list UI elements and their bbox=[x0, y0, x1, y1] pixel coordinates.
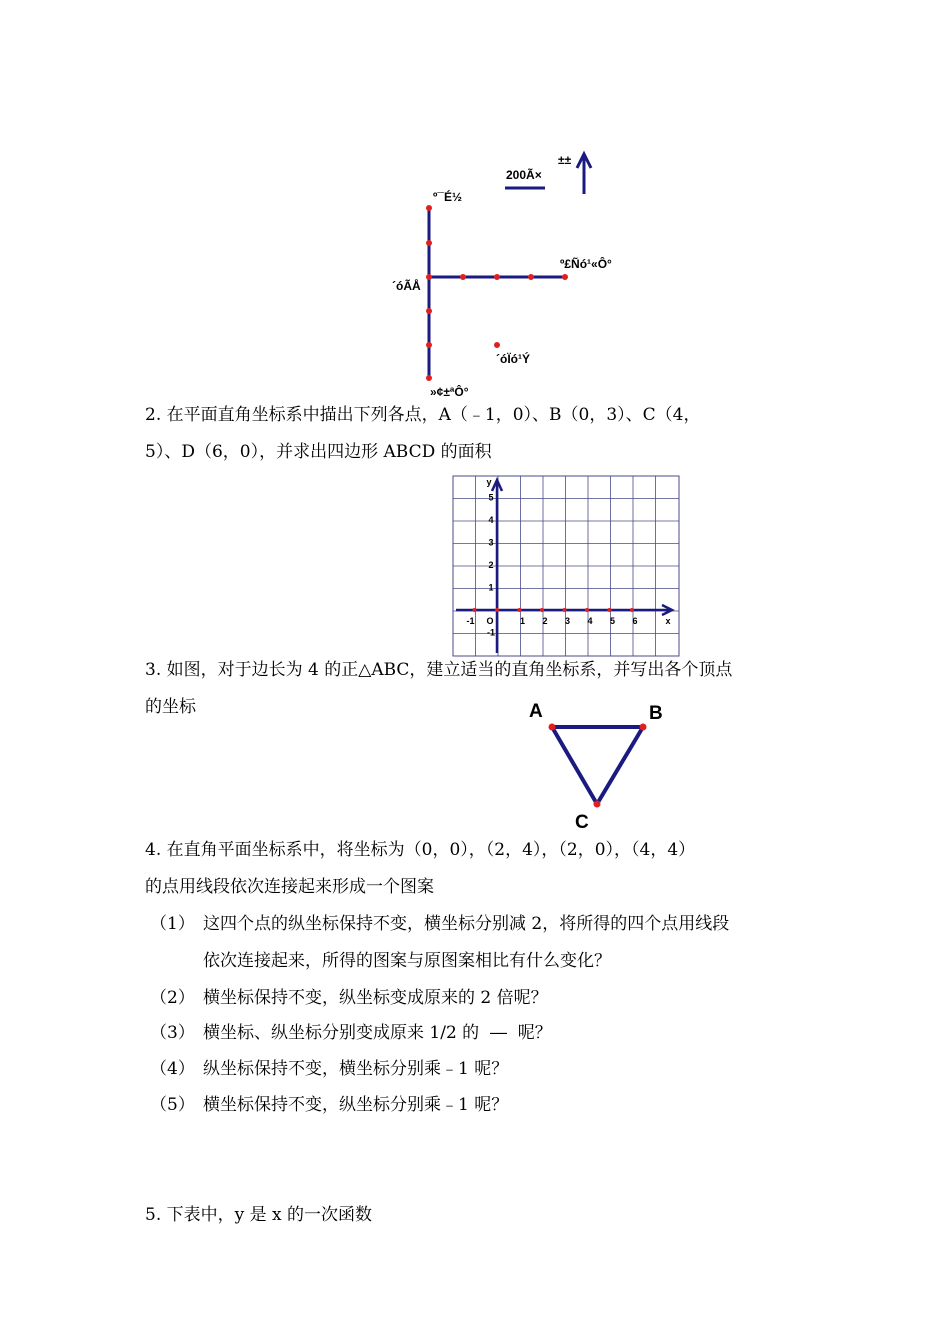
data-point bbox=[630, 608, 634, 612]
q4-item1-cont: 依次连接起来，所得的图案与原图案相比有什么变化？ bbox=[203, 951, 611, 971]
q4-item3-num: （3） bbox=[150, 1023, 195, 1043]
origin-label: O bbox=[486, 616, 494, 626]
scale-label: 200Ã× bbox=[506, 168, 542, 182]
data-point bbox=[518, 608, 522, 612]
y-axis-label: y bbox=[486, 477, 492, 487]
y-tick-label: 5 bbox=[488, 492, 494, 503]
triangle-figure bbox=[520, 695, 680, 835]
bottom-label: »¢±ªÔ° bbox=[430, 385, 469, 399]
vertex-b-label: B bbox=[649, 703, 663, 724]
x-axis-label: x bbox=[665, 616, 671, 626]
q4-item1-text: 这四个点的纵坐标保持不变，横坐标分别减 2，将所得的四个点用线段 bbox=[203, 914, 730, 934]
x-tick-label: 5 bbox=[609, 616, 616, 626]
data-point bbox=[608, 608, 612, 612]
q5-line1: 5. 下表中，y 是 x 的一次函数 bbox=[145, 1205, 373, 1225]
y-tick-label: 1 bbox=[488, 582, 494, 593]
top-label: º¯É½ bbox=[433, 190, 463, 204]
q3-line1: 3. 如图，对于边长为 4 的正△ABC，建立适当的直角坐标系，并写出各个顶点 bbox=[145, 660, 733, 680]
data-point bbox=[540, 608, 544, 612]
q4-item3-text: 横坐标、纵坐标分别变成原来 1/2 的 ― 呢？ bbox=[203, 1023, 552, 1043]
triangle-abc bbox=[552, 727, 643, 804]
data-point bbox=[563, 608, 567, 612]
y-tick-label: 3 bbox=[488, 537, 494, 548]
q4-item5-num: （5） bbox=[150, 1095, 195, 1115]
q4-item2-num: （2） bbox=[150, 988, 195, 1008]
data-point bbox=[495, 608, 499, 612]
y-tick-label: -1 bbox=[486, 627, 496, 638]
x-tick-label: 3 bbox=[564, 616, 571, 626]
q2-line2: 5）、D（6，0），并求出四边形 ABCD 的面积 bbox=[145, 442, 492, 462]
x-tick-label: 2 bbox=[542, 616, 548, 626]
y-tick-label: 2 bbox=[488, 560, 494, 570]
y-tick-label: 4 bbox=[488, 515, 494, 525]
north-arrow-icon bbox=[577, 154, 591, 194]
x-tick-label: 1 bbox=[519, 616, 526, 626]
q4-line1: 4. 在直角平面坐标系中，将坐标为（0，0），（2，4），（2，0），（4，4） bbox=[145, 840, 696, 860]
q4-item4-text: 纵坐标保持不变，横坐标分别乘﹣1 呢？ bbox=[203, 1059, 509, 1079]
right-label: º£Ñó¹«Ô° bbox=[560, 257, 612, 271]
mid-label: ´óÏó¹Ý bbox=[496, 352, 530, 366]
vertex-a-label: A bbox=[529, 701, 543, 722]
map-diagram bbox=[380, 140, 670, 405]
q4-item5-text: 横坐标保持不变，纵坐标分别乘﹣1 呢？ bbox=[203, 1095, 509, 1115]
q3-line2: 的坐标 bbox=[145, 697, 196, 717]
coordinate-grid-chart bbox=[452, 475, 680, 657]
x-tick-label: -1 bbox=[466, 616, 475, 626]
q2-line1: 2. 在平面直角坐标系中描出下列各点，A（﹣1，0）、B（0，3）、C（4， bbox=[145, 405, 701, 425]
q4-line2: 的点用线段依次连接起来形成一个图案 bbox=[145, 877, 434, 897]
q4-item1-num: （1） bbox=[150, 914, 195, 934]
x-tick-label: 4 bbox=[587, 616, 593, 626]
data-point bbox=[473, 608, 477, 612]
q4-item2-text: 横坐标保持不变，纵坐标变成原来的 2 倍呢？ bbox=[203, 988, 548, 1008]
x-tick-label: 6 bbox=[632, 616, 638, 626]
north-label: ±± bbox=[558, 153, 572, 167]
q4-item4-num: （4） bbox=[150, 1059, 195, 1079]
data-point bbox=[585, 608, 589, 612]
vertex-c-label: C bbox=[575, 812, 589, 833]
left-label: ´óÃÅ bbox=[392, 279, 421, 293]
